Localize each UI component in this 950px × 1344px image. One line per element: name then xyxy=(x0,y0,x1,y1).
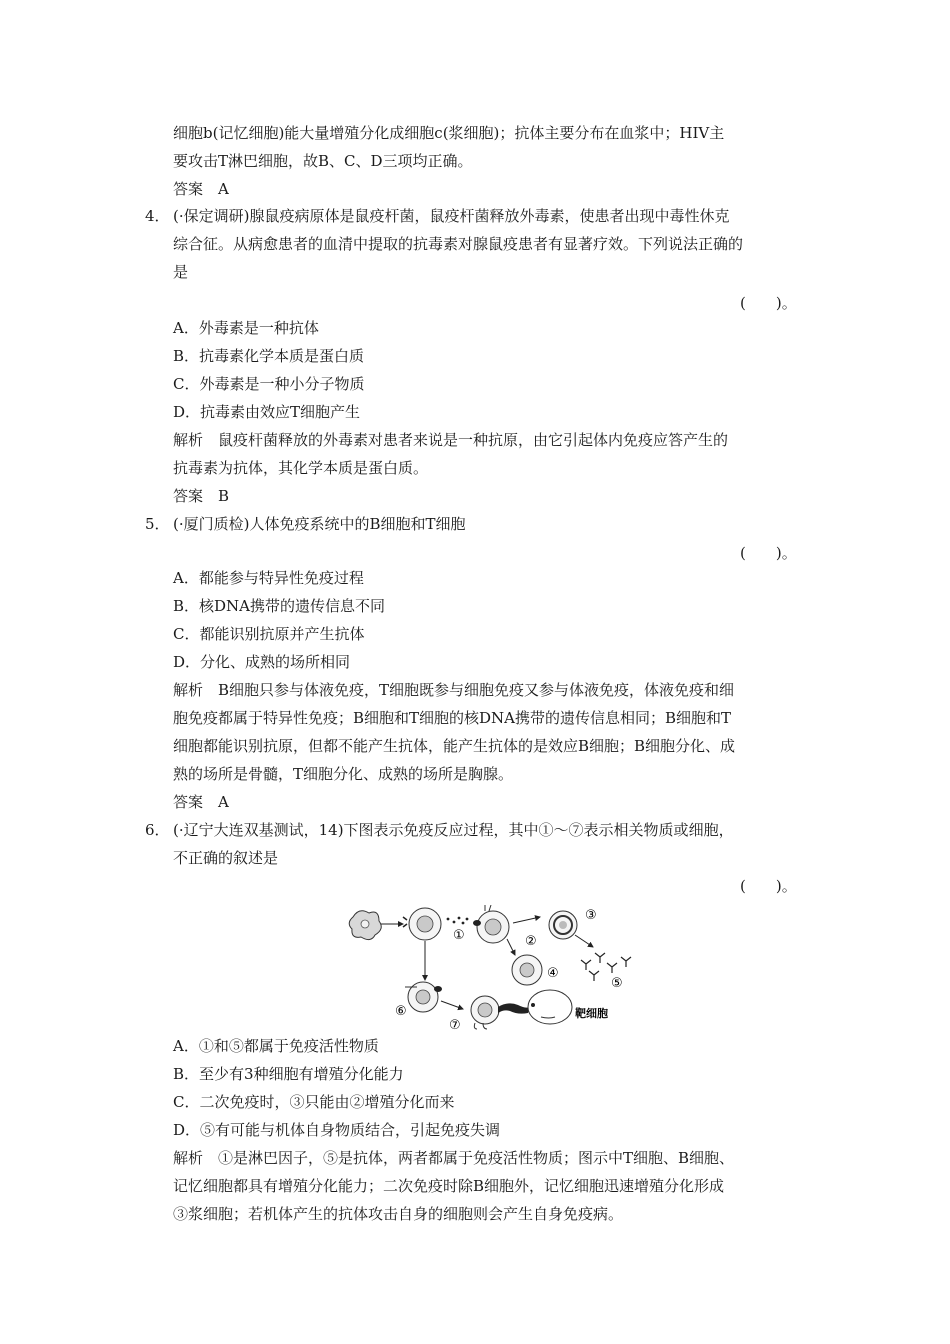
question-4-option-c: C．外毒素是一种小分子物质 xyxy=(173,375,365,393)
memory-cell xyxy=(512,955,542,985)
intro-text-line: 细胞b(记忆细胞)能大量增殖分化成细胞c(浆细胞)；抗体主要分布在血浆中；HIV主 xyxy=(173,124,725,142)
question-4-answer: 答案 B xyxy=(173,487,230,505)
question-5-option-c: C．都能识别抗原并产生抗体 xyxy=(173,625,365,643)
t-cell xyxy=(473,905,509,943)
question-4-analysis: 解析 鼠疫杆菌释放的外毒素对患者来说是一种抗原，由它引起体内免疫应答产生的 xyxy=(173,431,729,449)
label-6: ⑥ xyxy=(395,1004,407,1019)
question-5-option-a: A．都能参与特异性免疫过程 xyxy=(173,569,364,587)
question-6-analysis: ③浆细胞；若机体产生的抗体攻击自身的细胞则会产生自身免疫病。 xyxy=(173,1205,624,1223)
question-6-analysis: 解析 ①是淋巴因子，⑤是抗体，两者都属于免疫活性物质；图示中T细胞、B细胞、 xyxy=(173,1149,735,1167)
question-5-analysis: 胞免疫都属于特异性免疫；B细胞和T细胞的核DNA携带的遗传信息相同；B细胞和T xyxy=(173,709,732,727)
question-5-analysis: 熟的场所是骨髓，T细胞分化、成熟的场所是胸腺。 xyxy=(173,765,514,783)
intro-answer: 答案 A xyxy=(173,180,229,198)
question-4-stem: (·保定调研)腺鼠疫病原体是鼠疫杆菌，鼠疫杆菌释放外毒素，使患者出现中毒性休克 xyxy=(173,207,730,225)
label-4: ④ xyxy=(547,966,559,981)
question-6-stem: 不正确的叙述是 xyxy=(173,849,279,867)
question-5-answer-blank: ( )。 xyxy=(740,544,797,562)
question-4-analysis: 抗毒素为抗体，其化学本质是蛋白质。 xyxy=(173,459,429,477)
label-2: ② xyxy=(525,934,537,949)
question-4-stem: 是 xyxy=(173,263,189,281)
antibodies xyxy=(581,953,631,981)
label-1: ① xyxy=(453,928,465,943)
t-cell-6 xyxy=(405,982,442,1012)
question-6-answer-blank: ( )。 xyxy=(740,877,797,895)
question-5-stem: (·厦门质检)人体免疫系统中的B细胞和T细胞 xyxy=(173,515,466,533)
label-7: ⑦ xyxy=(449,1018,461,1030)
question-5-answer: 答案 A xyxy=(173,793,229,811)
question-4-answer-blank: ( )。 xyxy=(740,294,797,312)
question-6-option-a: A．①和⑤都属于免疫活性物质 xyxy=(173,1037,379,1055)
effector-t-cell xyxy=(471,996,530,1029)
intro-text-line: 要攻击T淋巴细胞，故B、C、D三项均正确。 xyxy=(173,152,473,170)
question-4-number: 4． xyxy=(145,207,170,225)
question-6-stem: (·辽宁大连双基测试，14)下图表示免疫反应过程，其中①～⑦表示相关物质或细胞， xyxy=(173,821,734,839)
question-5-option-b: B．核DNA携带的遗传信息不同 xyxy=(173,597,386,615)
label-5: ⑤ xyxy=(611,976,623,991)
question-4-stem: 综合征。从病愈患者的血清中提取的抗毒素对腺鼠疫患者有显著疗效。下列说法正确的 xyxy=(173,235,744,253)
question-4-option-d: D．抗毒素由效应T细胞产生 xyxy=(173,403,361,421)
question-5-analysis: 解析 B细胞只参与体液免疫，T细胞既参与细胞免疫又参与体液免疫，体液免疫和细 xyxy=(173,681,735,699)
question-5-analysis: 细胞都能识别抗原，但都不能产生抗体，能产生抗体的是效应B细胞；B细胞分化、成 xyxy=(173,737,736,755)
question-5-option-d: D．分化、成熟的场所相同 xyxy=(173,653,351,671)
target-cell xyxy=(528,990,572,1024)
immune-response-diagram xyxy=(345,905,645,1030)
question-6-option-b: B．至少有3种细胞有增殖分化能力 xyxy=(173,1065,404,1083)
presenting-cell xyxy=(403,908,441,940)
question-6-option-d: D．⑤有可能与机体自身物质结合，引起免疫失调 xyxy=(173,1121,501,1139)
label-3: ③ xyxy=(585,908,597,923)
question-4-option-b: B．抗毒素化学本质是蛋白质 xyxy=(173,347,365,365)
plasma-cell xyxy=(549,911,577,939)
question-6-option-c: C．二次免疫时，③只能由②增殖分化而来 xyxy=(173,1093,455,1111)
question-6-analysis: 记忆细胞都具有增殖分化能力；二次免疫时除B细胞外，记忆细胞迅速增殖分化形成 xyxy=(173,1177,725,1195)
question-5-number: 5． xyxy=(145,515,170,533)
lymphokine-dots xyxy=(447,917,469,925)
target-cell-label: 靶细胞 xyxy=(575,1007,608,1020)
question-6-number: 6． xyxy=(145,821,170,839)
question-4-option-a: A．外毒素是一种抗体 xyxy=(173,319,319,337)
